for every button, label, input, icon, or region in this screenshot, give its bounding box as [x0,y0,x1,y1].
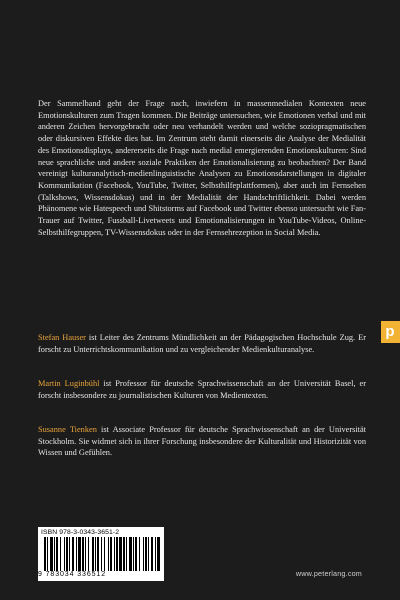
editor-bio-text-1: ist Leiter des Zentrums Mündlichkeit an der Pädagogischen Hochschule Zug. Er forscht zu Unterrichtskommunikation und zu vergleichender Medienkulturanalyse. [38,333,366,354]
editor-name-2: Martin Luginbühl [38,379,100,388]
barcode-stripe [139,537,140,571]
barcode-stripe [135,537,137,571]
barcode-stripe [78,537,81,571]
publisher-logo-icon: p [385,323,395,340]
barcode-stripe [148,537,149,571]
barcode-stripe [108,537,109,571]
barcode-stripe [151,537,153,571]
barcode-stripe [60,537,61,571]
publisher-website: www.peterlang.com [295,569,362,578]
barcode-stripe [110,537,112,571]
isbn-label: ISBN 978-3-0343-3651-2 [41,529,120,536]
barcode-stripe [126,537,127,571]
barcode-icon [44,537,160,571]
barcode-stripe [133,537,134,571]
barcode-digits: 9 783034 336512 [38,571,106,578]
editor-name-3: Susanne Tienken [38,425,97,434]
barcode-stripe [97,537,99,571]
editor-bio-3 [38,424,366,459]
barcode-stripe [145,537,147,571]
editor-name-1: Stefan Hauser [38,333,86,342]
barcode-stripe [47,537,48,571]
editor-bio-text-2: ist Professor für deutsche Sprachwissenschaft an der Universität Basel, er forscht insbesondere zu journalistischen Kulturen von Medientexten. [38,379,366,400]
barcode-stripe [85,537,86,571]
barcode-stripe [64,537,65,571]
barcode-stripe [82,537,84,571]
barcode-block [38,527,164,581]
barcode-stripe [104,537,105,571]
barcode-stripe [92,537,94,571]
barcode-stripe [69,537,70,571]
barcode-stripe [54,537,55,571]
barcode-stripe [56,537,58,571]
barcode-stripe [129,537,132,571]
book-description: Der Sammelband geht der Frage nach, inwiefern in massenmedialen Kontexten neue Emotionskulturen zum Tragen kommen. Die Beiträge untersuchen, wie Emotionen verbal und mit anderen Zeichen hervorgebracht oder neu verhandelt werden und welche soziopragmatischen oder diskursiven Effekte dies hat. Im Zentrum steht damit einerseits die Analyse der Medialität des Emotionsdisplays, andererseits die Frage nach medial emergierenden Emotionskulturen: Sind neue sprachliche und andere soziale Praktiken der Emotionalisierung zu beobachten? Der Band vereinigt kulturanalytisch-medienlinguistische Analysen zu Emotionsdarstellungen in digitaler Kommunikation (Facebook, YouTube, Twitter, Selbsthilfeplattformen), aber auch im Fernsehen (Talkshows, Wissensdokus) und in der Medialität der Handschriftlichkeit. Dabei werden Phänomene wie Hatespeech und Shitstorms auf Facebook und Twitter ebenso untersucht wie Fan-Trauer auf Twitter, Fussball-Livetweets und Emotionalisierungen in YouTube-Videos, Online-Selbsthilfegruppen, TV-Wissensdokus oder in der Fernsehrezeption in Social Media. [38,99,366,237]
barcode-stripe [123,537,125,571]
barcode-stripe [95,537,96,571]
publisher-logo-tab [381,321,400,343]
editor-bio-2 [38,378,366,401]
editor-bio-text-3: ist Associate Professor für deutsche Sprachwissenschaft an der Universität Stockholm. Sie widmet sich in ihrer Forschung insbesondere der Kulturalität und Historizität von Wissen und Gefühlen. [38,425,367,458]
barcode-stripe [157,537,160,571]
barcode-stripe [50,537,53,571]
barcode-stripe [101,537,102,571]
barcode-stripe [72,537,74,571]
barcode-stripe [88,537,89,571]
barcode-stripe [114,537,115,571]
barcode-stripe [76,537,77,571]
barcode-stripe [119,537,122,571]
barcode-stripe [66,537,68,571]
barcode-stripe [155,537,156,571]
barcode-stripe [44,537,46,571]
barcode-stripe [143,537,144,571]
barcode-stripe [116,537,118,571]
editor-bio-1 [38,332,366,355]
